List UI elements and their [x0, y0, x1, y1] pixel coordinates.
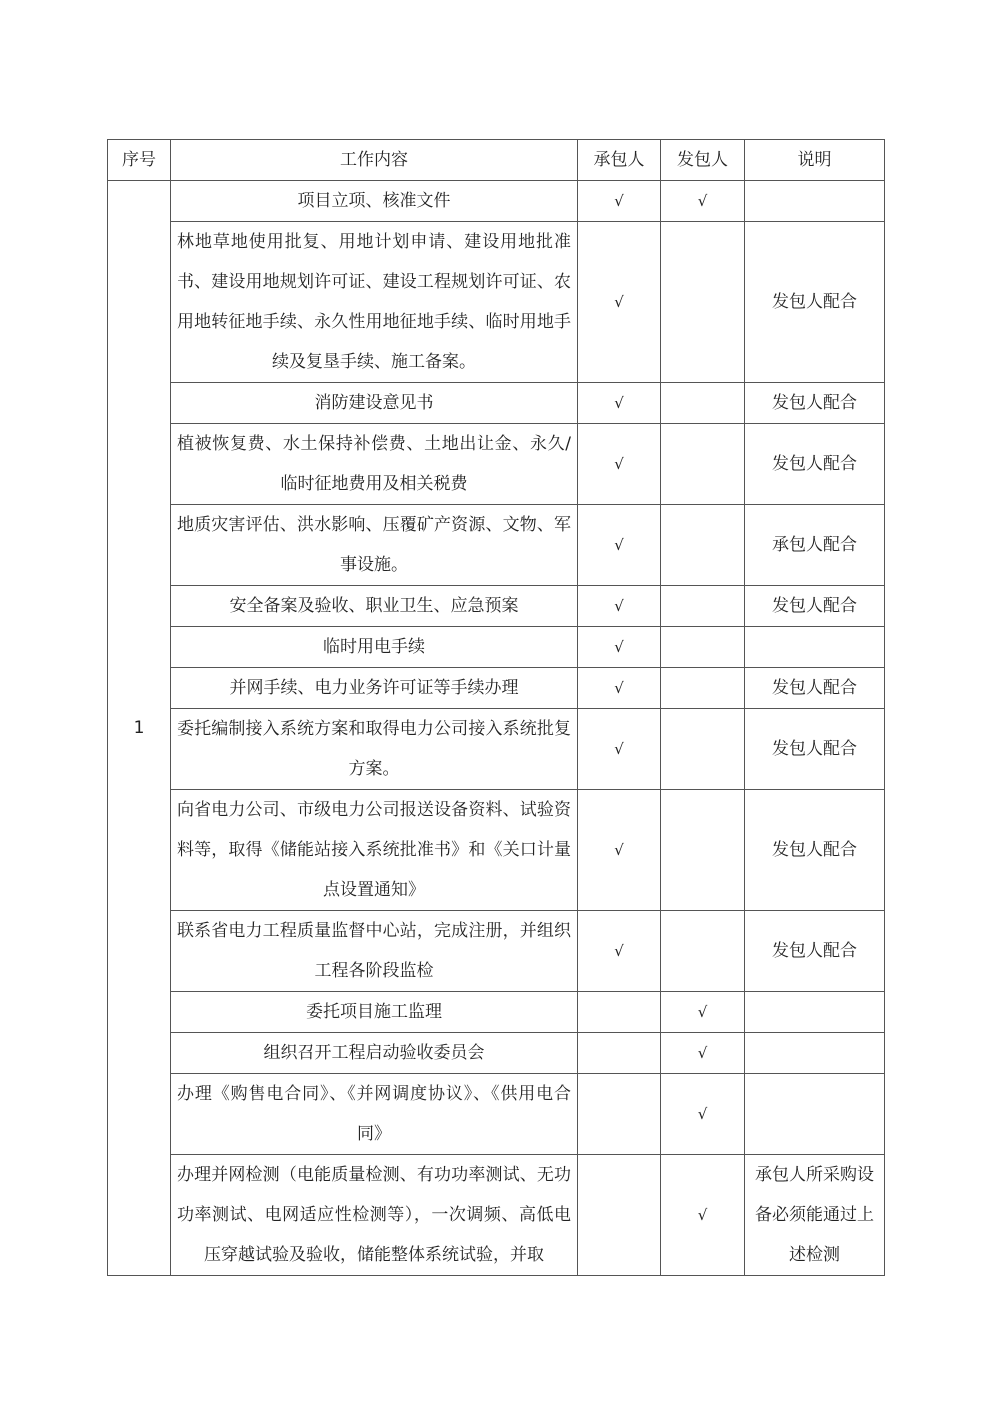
- note-cell: 发包人配合: [745, 790, 885, 911]
- employer-cell: [661, 627, 745, 668]
- contractor-cell: [578, 1033, 661, 1074]
- contractor-cell: √: [578, 709, 661, 790]
- content-cell: 委托编制接入系统方案和取得电力公司接入系统批复方案。: [171, 709, 578, 790]
- content-cell: 项目立项、核准文件: [171, 181, 578, 222]
- note-cell: 发包人配合: [745, 668, 885, 709]
- content-cell: 安全备案及验收、职业卫生、应急预案: [171, 586, 578, 627]
- employer-cell: √: [661, 1074, 745, 1155]
- table-row: [108, 1155, 885, 1276]
- table-row: [108, 383, 885, 424]
- note-cell: [745, 181, 885, 222]
- table-row: [108, 992, 885, 1033]
- header-contractor: 承包人: [578, 140, 661, 181]
- table-row: [108, 911, 885, 992]
- header-note: 说明: [745, 140, 885, 181]
- employer-cell: [661, 505, 745, 586]
- content-cell: 并网手续、电力业务许可证等手续办理: [171, 668, 578, 709]
- group-index-cell: 1: [108, 181, 171, 1276]
- table-row: [108, 181, 885, 222]
- content-cell: 消防建设意见书: [171, 383, 578, 424]
- employer-cell: √: [661, 992, 745, 1033]
- header-index: 序号: [108, 140, 171, 181]
- contractor-cell: √: [578, 424, 661, 505]
- employer-cell: [661, 424, 745, 505]
- content-cell: 向省电力公司、市级电力公司报送设备资料、试验资料等，取得《储能站接入系统批准书》和《关口计量点设置通知》: [171, 790, 578, 911]
- table-row: [108, 709, 885, 790]
- note-cell: 发包人配合: [745, 586, 885, 627]
- contractor-cell: √: [578, 586, 661, 627]
- employer-cell: [661, 383, 745, 424]
- contractor-cell: √: [578, 181, 661, 222]
- contractor-cell: [578, 1074, 661, 1155]
- content-cell: 林地草地使用批复、用地计划申请、建设用地批准书、建设用地规划许可证、建设工程规划许可证、农用地转征地手续、永久性用地征地手续、临时用地手续及复垦手续、施工备案。: [171, 222, 578, 383]
- employer-cell: [661, 709, 745, 790]
- contractor-cell: √: [578, 668, 661, 709]
- table-row: [108, 1033, 885, 1074]
- content-cell: 植被恢复费、水土保持补偿费、土地出让金、永久/临时征地费用及相关税费: [171, 424, 578, 505]
- table-row: [108, 627, 885, 668]
- content-cell: 办理并网检测（电能质量检测、有功功率测试、无功功率测试、电网适应性检测等），一次调频、高低电压穿越试验及验收，储能整体系统试验，并取: [171, 1155, 578, 1276]
- note-cell: 发包人配合: [745, 383, 885, 424]
- note-cell: 发包人配合: [745, 709, 885, 790]
- content-cell: 联系省电力工程质量监督中心站，完成注册，并组织工程各阶段监检: [171, 911, 578, 992]
- employer-cell: √: [661, 1155, 745, 1276]
- note-cell: 承包人配合: [745, 505, 885, 586]
- table-row: [108, 668, 885, 709]
- header-employer: 发包人: [661, 140, 745, 181]
- table-row: [108, 222, 885, 383]
- content-cell: 办理《购售电合同》、《并网调度协议》、《供用电合同》: [171, 1074, 578, 1155]
- note-cell: 发包人配合: [745, 424, 885, 505]
- note-cell: [745, 1074, 885, 1155]
- note-cell: [745, 627, 885, 668]
- contractor-cell: √: [578, 222, 661, 383]
- contractor-cell: [578, 1155, 661, 1276]
- contractor-cell: √: [578, 911, 661, 992]
- contractor-cell: [578, 992, 661, 1033]
- table-header-row: [108, 140, 885, 181]
- table-row: [108, 586, 885, 627]
- header-content: 工作内容: [171, 140, 578, 181]
- employer-cell: [661, 790, 745, 911]
- table-row: [108, 505, 885, 586]
- contractor-cell: √: [578, 383, 661, 424]
- employer-cell: [661, 911, 745, 992]
- employer-cell: [661, 222, 745, 383]
- contractor-cell: √: [578, 505, 661, 586]
- contractor-cell: √: [578, 627, 661, 668]
- note-cell: [745, 1033, 885, 1074]
- table-row: [108, 1074, 885, 1155]
- note-cell: 发包人配合: [745, 222, 885, 383]
- responsibility-table: [107, 139, 885, 1276]
- employer-cell: √: [661, 181, 745, 222]
- note-cell: 发包人配合: [745, 911, 885, 992]
- content-cell: 组织召开工程启动验收委员会: [171, 1033, 578, 1074]
- employer-cell: [661, 586, 745, 627]
- note-cell: 承包人所采购设备必须能通过上述检测: [745, 1155, 885, 1276]
- content-cell: 临时用电手续: [171, 627, 578, 668]
- note-cell: [745, 992, 885, 1033]
- employer-cell: √: [661, 1033, 745, 1074]
- employer-cell: [661, 668, 745, 709]
- content-cell: 地质灾害评估、洪水影响、压覆矿产资源、文物、军事设施。: [171, 505, 578, 586]
- table-row: [108, 790, 885, 911]
- table-row: [108, 424, 885, 505]
- contractor-cell: √: [578, 790, 661, 911]
- content-cell: 委托项目施工监理: [171, 992, 578, 1033]
